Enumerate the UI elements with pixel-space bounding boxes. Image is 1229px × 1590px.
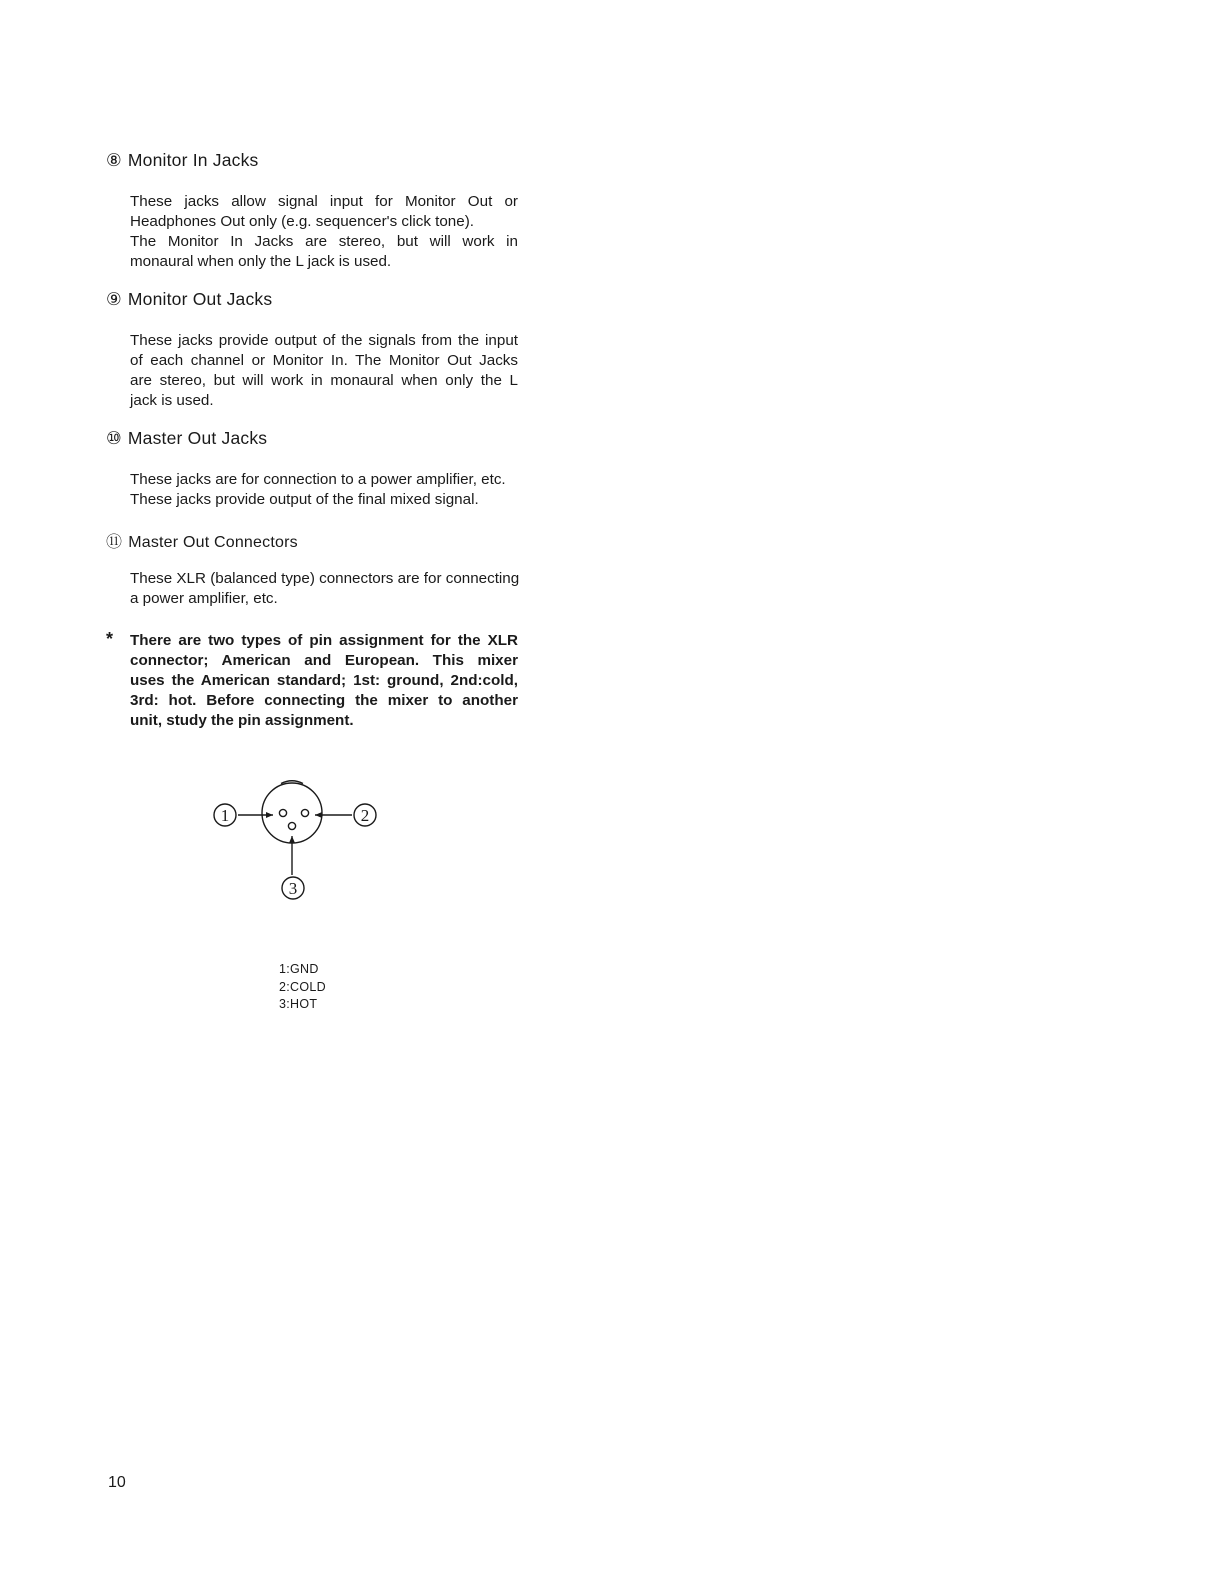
pin-hole-1 <box>279 809 286 816</box>
master-out-jacks-description <box>130 470 518 510</box>
note-line: uses the American standard; 1st: ground, 2nd:cold, <box>130 672 518 689</box>
section-number: ⑩ <box>106 428 122 448</box>
arrowhead-3 <box>289 836 295 843</box>
section-number: ⑨ <box>106 289 122 309</box>
heading-master-out-connectors <box>106 529 298 552</box>
section-title: Monitor In Jacks <box>127 150 259 170</box>
text-line: These jacks provide output of the final mixed signal. <box>130 491 479 508</box>
page-number: 10 <box>108 1474 126 1491</box>
section-title: Monitor Out Jacks <box>127 289 273 309</box>
arrowhead-1 <box>266 812 273 818</box>
heading-master-out-jacks <box>106 428 267 449</box>
arrowhead-2 <box>315 812 322 818</box>
text-line: These jacks provide output of the signals from the input <box>130 332 518 349</box>
pin-legend <box>279 961 326 1014</box>
text-line: a power amplifier, etc. <box>130 590 278 607</box>
text-line: These XLR (balanced type) connectors are for connecting <box>130 570 520 587</box>
text-line: These jacks allow signal input for Monitor Out or <box>130 193 518 210</box>
monitor-in-jacks-description <box>130 192 518 272</box>
legend-cold: 2:COLD <box>279 979 326 994</box>
monitor-out-jacks-description <box>130 331 518 411</box>
master-out-connectors-description <box>130 569 518 609</box>
heading-monitor-in-jacks <box>106 150 259 171</box>
pin-hole-2 <box>301 809 308 816</box>
text-line: These jacks are for connection to a power amplifier, etc. <box>130 471 506 488</box>
connector-body <box>262 783 322 843</box>
legend-hot: 3:HOT <box>279 997 318 1011</box>
text-line: The Monitor In Jacks are stereo, but will work in <box>130 233 518 250</box>
pin-hole-3 <box>288 822 295 829</box>
note-line: 3rd: hot. Before connecting the mixer to another <box>130 692 518 709</box>
section-number: ⑧ <box>106 150 122 170</box>
note-line: There are two types of pin assignment for the XLR <box>130 632 518 649</box>
text-line: Headphones Out only (e.g. sequencer's click tone). <box>130 213 474 230</box>
note-line: unit, study the pin assignment. <box>130 712 354 729</box>
section-number: ⑪ <box>106 534 123 551</box>
pin-label-2: 2 <box>360 806 370 825</box>
pin-label-3: 3 <box>288 879 298 898</box>
note-line: connector; American and European. This mixer <box>130 652 518 669</box>
pin-assignment-note <box>130 631 518 731</box>
heading-monitor-out-jacks <box>106 289 272 310</box>
text-line: are stereo, but will work in monaural when only the L <box>130 372 518 389</box>
text-line: monaural when only the L jack is used. <box>130 253 392 270</box>
text-line: of each channel or Monitor In. The Monitor Out Jacks <box>130 352 518 369</box>
text-line: jack is used. <box>130 392 214 409</box>
section-title: Master Out Connectors <box>128 534 298 551</box>
legend-gnd: 1:GND <box>279 962 319 976</box>
xlr-pin-diagram <box>205 772 385 912</box>
note-asterisk: * <box>106 629 114 649</box>
section-title: Master Out Jacks <box>127 428 268 448</box>
pin-label-1: 1 <box>220 806 230 825</box>
